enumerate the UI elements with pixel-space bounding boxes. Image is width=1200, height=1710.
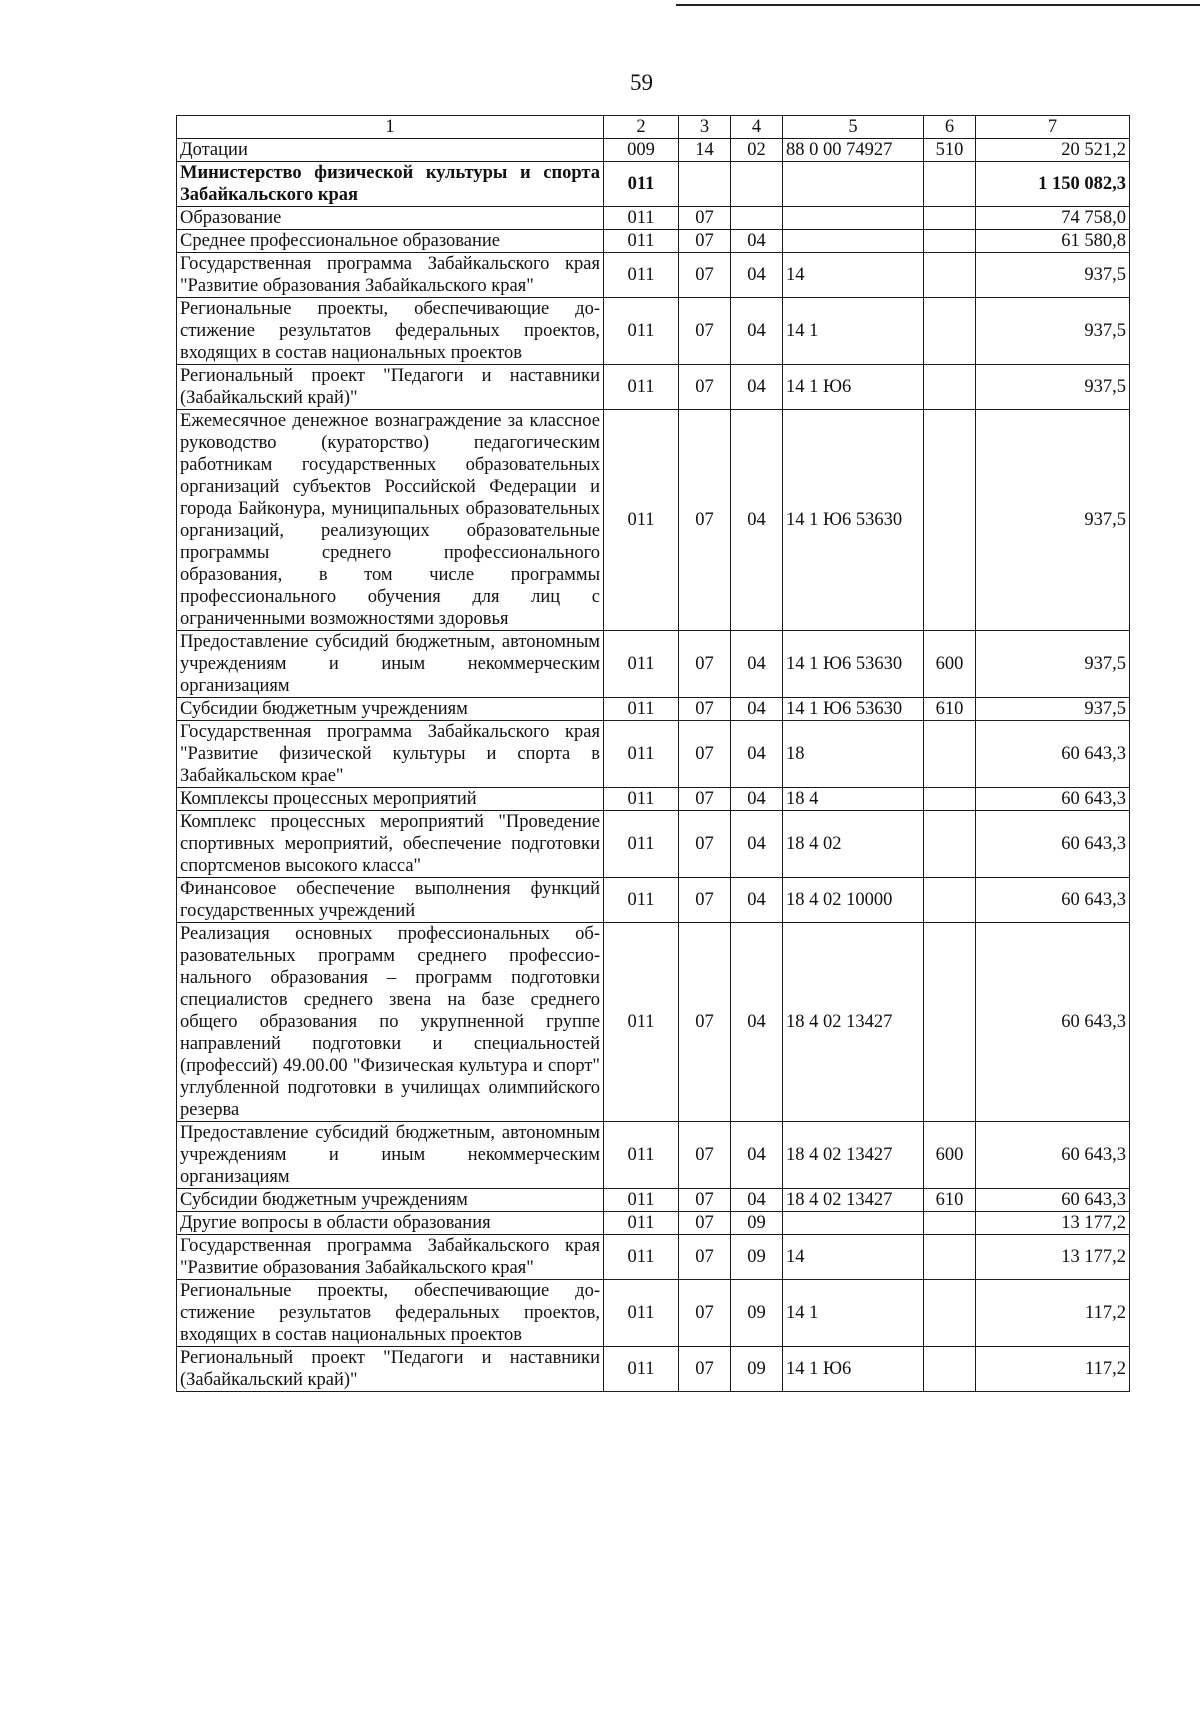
- row-name-cell: Государственная программа Забайкальского края "Развитие образования Забайкальского края": [177, 1235, 604, 1280]
- row-section-cell: 07: [679, 698, 731, 721]
- row-name-cell: Комплекс процессных мероприятий "Проведение спортивных мероприятий, обеспечение подготовки спортсменов высокого класса": [177, 811, 604, 878]
- row-target-article-cell: 14 1: [783, 298, 924, 365]
- table-row: [177, 207, 1130, 230]
- row-amount-cell: 13 177,2: [976, 1212, 1130, 1235]
- table-row: [177, 410, 1130, 631]
- row-name-cell: Государственная программа Забайкальского края "Развитие образования Забайкальского края": [177, 253, 604, 298]
- row-expense-type-cell: [924, 1347, 976, 1392]
- row-name-cell: Предоставление субсидий бюджетным, автономным учреждениям и иным некоммерческим организациям: [177, 1122, 604, 1189]
- row-section-cell: 07: [679, 230, 731, 253]
- row-admin-code-cell: 011: [604, 698, 679, 721]
- row-admin-code-cell: 009: [604, 139, 679, 162]
- row-target-article-cell: 18 4 02 13427: [783, 923, 924, 1122]
- header-col-5: 5: [783, 116, 924, 139]
- row-section-cell: [679, 162, 731, 207]
- row-target-article-cell: 18: [783, 721, 924, 788]
- row-subsection-cell: 09: [731, 1235, 783, 1280]
- row-section-cell: 14: [679, 139, 731, 162]
- header-col-4: 4: [731, 116, 783, 139]
- table-row: [177, 1347, 1130, 1392]
- row-section-cell: 07: [679, 923, 731, 1122]
- row-amount-cell: 61 580,8: [976, 230, 1130, 253]
- row-subsection-cell: 04: [731, 1189, 783, 1212]
- row-admin-code-cell: 011: [604, 1122, 679, 1189]
- row-subsection-cell: 04: [731, 1122, 783, 1189]
- row-section-cell: 07: [679, 1280, 731, 1347]
- row-subsection-cell: 09: [731, 1347, 783, 1392]
- row-admin-code-cell: 011: [604, 811, 679, 878]
- row-admin-code-cell: 011: [604, 365, 679, 410]
- row-section-cell: 07: [679, 1212, 731, 1235]
- row-amount-cell: 937,5: [976, 253, 1130, 298]
- row-section-cell: 07: [679, 631, 731, 698]
- row-admin-code-cell: 011: [604, 631, 679, 698]
- row-name-cell: Образование: [177, 207, 604, 230]
- table-row: [177, 253, 1130, 298]
- table-row: [177, 1235, 1130, 1280]
- row-name-cell: Ежемесячное денежное вознаграждение за классное руководство (кураторство) педагогическим работникам государственных образовательных организаций субъектов Российской Федерации и города Байконура, муниципальных образовательных организаций, реализующих образовательные программы среднего профессионального образования, в том числе программы профессионального обучения для лиц с ограниченными возможностями здоровья: [177, 410, 604, 631]
- row-name-cell: Финансовое обеспечение выполнения функций государственных учреждений: [177, 878, 604, 923]
- row-subsection-cell: 04: [731, 365, 783, 410]
- row-name-cell: Государственная программа Забайкальского края "Развитие физической культуры и спорта в Забайкальском крае": [177, 721, 604, 788]
- row-amount-cell: 60 643,3: [976, 788, 1130, 811]
- row-subsection-cell: 04: [731, 298, 783, 365]
- row-target-article-cell: [783, 230, 924, 253]
- row-amount-cell: 117,2: [976, 1280, 1130, 1347]
- row-expense-type-cell: [924, 162, 976, 207]
- row-subsection-cell: 04: [731, 631, 783, 698]
- row-expense-type-cell: 600: [924, 1122, 976, 1189]
- row-section-cell: 07: [679, 253, 731, 298]
- header-col-1: 1: [177, 116, 604, 139]
- row-name-cell: Субсидии бюджетным учреждениям: [177, 698, 604, 721]
- row-subsection-cell: [731, 207, 783, 230]
- row-amount-cell: 1 150 082,3: [976, 162, 1130, 207]
- table-row: [177, 1280, 1130, 1347]
- row-name-cell: Дотации: [177, 139, 604, 162]
- row-section-cell: 07: [679, 1347, 731, 1392]
- row-expense-type-cell: 610: [924, 698, 976, 721]
- row-name-cell: Региональный проект "Педагоги и наставники (Забайкальский край)": [177, 365, 604, 410]
- row-admin-code-cell: 011: [604, 207, 679, 230]
- table-row: [177, 1212, 1130, 1235]
- table-row: [177, 162, 1130, 207]
- row-expense-type-cell: [924, 1235, 976, 1280]
- row-subsection-cell: 09: [731, 1280, 783, 1347]
- table-row: [177, 878, 1130, 923]
- row-expense-type-cell: [924, 788, 976, 811]
- row-expense-type-cell: [924, 298, 976, 365]
- header-col-7: 7: [976, 116, 1130, 139]
- row-name-cell: Субсидии бюджетным учреждениям: [177, 1189, 604, 1212]
- row-subsection-cell: [731, 162, 783, 207]
- row-section-cell: 07: [679, 788, 731, 811]
- row-name-cell: Региональный проект "Педагоги и наставники (Забайкальский край)": [177, 1347, 604, 1392]
- row-amount-cell: 117,2: [976, 1347, 1130, 1392]
- row-admin-code-cell: 011: [604, 788, 679, 811]
- row-amount-cell: 60 643,3: [976, 1189, 1130, 1212]
- row-subsection-cell: 04: [731, 811, 783, 878]
- row-section-cell: 07: [679, 1189, 731, 1212]
- row-target-article-cell: [783, 207, 924, 230]
- row-target-article-cell: 14 1 Ю6: [783, 365, 924, 410]
- row-amount-cell: 74 758,0: [976, 207, 1130, 230]
- row-admin-code-cell: 011: [604, 298, 679, 365]
- row-expense-type-cell: 510: [924, 139, 976, 162]
- row-expense-type-cell: [924, 207, 976, 230]
- row-expense-type-cell: [924, 811, 976, 878]
- row-subsection-cell: 04: [731, 253, 783, 298]
- row-section-cell: 07: [679, 1122, 731, 1189]
- row-target-article-cell: 18 4 02 13427: [783, 1189, 924, 1212]
- row-name-cell: Комплексы процессных мероприятий: [177, 788, 604, 811]
- row-expense-type-cell: [924, 923, 976, 1122]
- table-row: [177, 923, 1130, 1122]
- row-amount-cell: 937,5: [976, 365, 1130, 410]
- row-section-cell: 07: [679, 410, 731, 631]
- row-target-article-cell: 18 4 02 10000: [783, 878, 924, 923]
- row-expense-type-cell: [924, 253, 976, 298]
- row-admin-code-cell: 011: [604, 923, 679, 1122]
- row-target-article-cell: 14 1: [783, 1280, 924, 1347]
- row-subsection-cell: 04: [731, 721, 783, 788]
- row-admin-code-cell: 011: [604, 1347, 679, 1392]
- header-col-6: 6: [924, 116, 976, 139]
- row-subsection-cell: 04: [731, 923, 783, 1122]
- row-expense-type-cell: 610: [924, 1189, 976, 1212]
- row-subsection-cell: 04: [731, 230, 783, 253]
- row-expense-type-cell: 600: [924, 631, 976, 698]
- row-expense-type-cell: [924, 721, 976, 788]
- table-row: [177, 1189, 1130, 1212]
- row-admin-code-cell: 011: [604, 162, 679, 207]
- row-section-cell: 07: [679, 365, 731, 410]
- table-row: [177, 788, 1130, 811]
- table-row: [177, 139, 1130, 162]
- row-amount-cell: 937,5: [976, 698, 1130, 721]
- row-admin-code-cell: 011: [604, 1212, 679, 1235]
- row-target-article-cell: [783, 162, 924, 207]
- row-section-cell: 07: [679, 721, 731, 788]
- row-target-article-cell: 14: [783, 253, 924, 298]
- header-col-2: 2: [604, 116, 679, 139]
- row-target-article-cell: 18 4 02: [783, 811, 924, 878]
- row-section-cell: 07: [679, 878, 731, 923]
- row-amount-cell: 60 643,3: [976, 923, 1130, 1122]
- row-subsection-cell: 04: [731, 410, 783, 631]
- top-border-line: [676, 4, 1200, 6]
- table-row: [177, 721, 1130, 788]
- row-expense-type-cell: [924, 1280, 976, 1347]
- row-target-article-cell: 18 4 02 13427: [783, 1122, 924, 1189]
- table-header-row: [177, 116, 1130, 139]
- row-section-cell: 07: [679, 811, 731, 878]
- row-expense-type-cell: [924, 230, 976, 253]
- row-admin-code-cell: 011: [604, 230, 679, 253]
- table-row: [177, 811, 1130, 878]
- row-admin-code-cell: 011: [604, 410, 679, 631]
- row-amount-cell: 60 643,3: [976, 1122, 1130, 1189]
- table-row: [177, 1122, 1130, 1189]
- row-amount-cell: 60 643,3: [976, 811, 1130, 878]
- row-subsection-cell: 04: [731, 698, 783, 721]
- row-section-cell: 07: [679, 1235, 731, 1280]
- row-subsection-cell: 02: [731, 139, 783, 162]
- row-amount-cell: 60 643,3: [976, 878, 1130, 923]
- table-row: [177, 698, 1130, 721]
- row-amount-cell: 937,5: [976, 410, 1130, 631]
- row-target-article-cell: 14: [783, 1235, 924, 1280]
- row-amount-cell: 937,5: [976, 631, 1130, 698]
- row-amount-cell: 60 643,3: [976, 721, 1130, 788]
- row-target-article-cell: 14 1 Ю6 53630: [783, 410, 924, 631]
- row-target-article-cell: 88 0 00 74927: [783, 139, 924, 162]
- row-target-article-cell: 14 1 Ю6 53630: [783, 631, 924, 698]
- row-name-cell: Предоставление субсидий бюджетным, автономным учреждениям и иным некоммерческим организациям: [177, 631, 604, 698]
- row-admin-code-cell: 011: [604, 1189, 679, 1212]
- row-expense-type-cell: [924, 1212, 976, 1235]
- row-name-cell: Среднее профессиональное образование: [177, 230, 604, 253]
- page-number: 59: [630, 70, 653, 95]
- table-row: [177, 230, 1130, 253]
- row-target-article-cell: 14 1 Ю6 53630: [783, 698, 924, 721]
- row-amount-cell: 937,5: [976, 298, 1130, 365]
- row-admin-code-cell: 011: [604, 721, 679, 788]
- header-col-3: 3: [679, 116, 731, 139]
- row-admin-code-cell: 011: [604, 878, 679, 923]
- row-name-cell: Другие вопросы в области образования: [177, 1212, 604, 1235]
- table-row: [177, 631, 1130, 698]
- row-name-cell: Министерство физической культуры и спорта Забайкальского края: [177, 162, 604, 207]
- row-subsection-cell: 04: [731, 788, 783, 811]
- row-name-cell: Региональные проекты, обеспечивающие достижение результатов федеральных проектов, входящих в состав национальных проектов: [177, 1280, 604, 1347]
- row-target-article-cell: 18 4: [783, 788, 924, 811]
- row-target-article-cell: 14 1 Ю6: [783, 1347, 924, 1392]
- row-section-cell: 07: [679, 298, 731, 365]
- row-name-cell: Реализация основных профессиональных образовательных программ среднего профессионального образования – программ подготовки специалистов среднего звена на базе среднего общего образования по укрупненной группе направлений подготовки и специальностей (профессий) 49.00.00 "Физическая культура и спорт" углубленной подготовки в училищах олимпийского резерва: [177, 923, 604, 1122]
- table-row: [177, 365, 1130, 410]
- row-amount-cell: 13 177,2: [976, 1235, 1130, 1280]
- row-admin-code-cell: 011: [604, 1235, 679, 1280]
- row-amount-cell: 20 521,2: [976, 139, 1130, 162]
- row-subsection-cell: 04: [731, 878, 783, 923]
- row-admin-code-cell: 011: [604, 253, 679, 298]
- table-row: [177, 298, 1130, 365]
- row-name-cell: Региональные проекты, обеспечивающие достижение результатов федеральных проектов, входящих в состав национальных проектов: [177, 298, 604, 365]
- row-admin-code-cell: 011: [604, 1280, 679, 1347]
- budget-table: [176, 115, 1130, 1392]
- row-subsection-cell: 09: [731, 1212, 783, 1235]
- row-expense-type-cell: [924, 365, 976, 410]
- row-expense-type-cell: [924, 878, 976, 923]
- row-target-article-cell: [783, 1212, 924, 1235]
- row-section-cell: 07: [679, 207, 731, 230]
- row-expense-type-cell: [924, 410, 976, 631]
